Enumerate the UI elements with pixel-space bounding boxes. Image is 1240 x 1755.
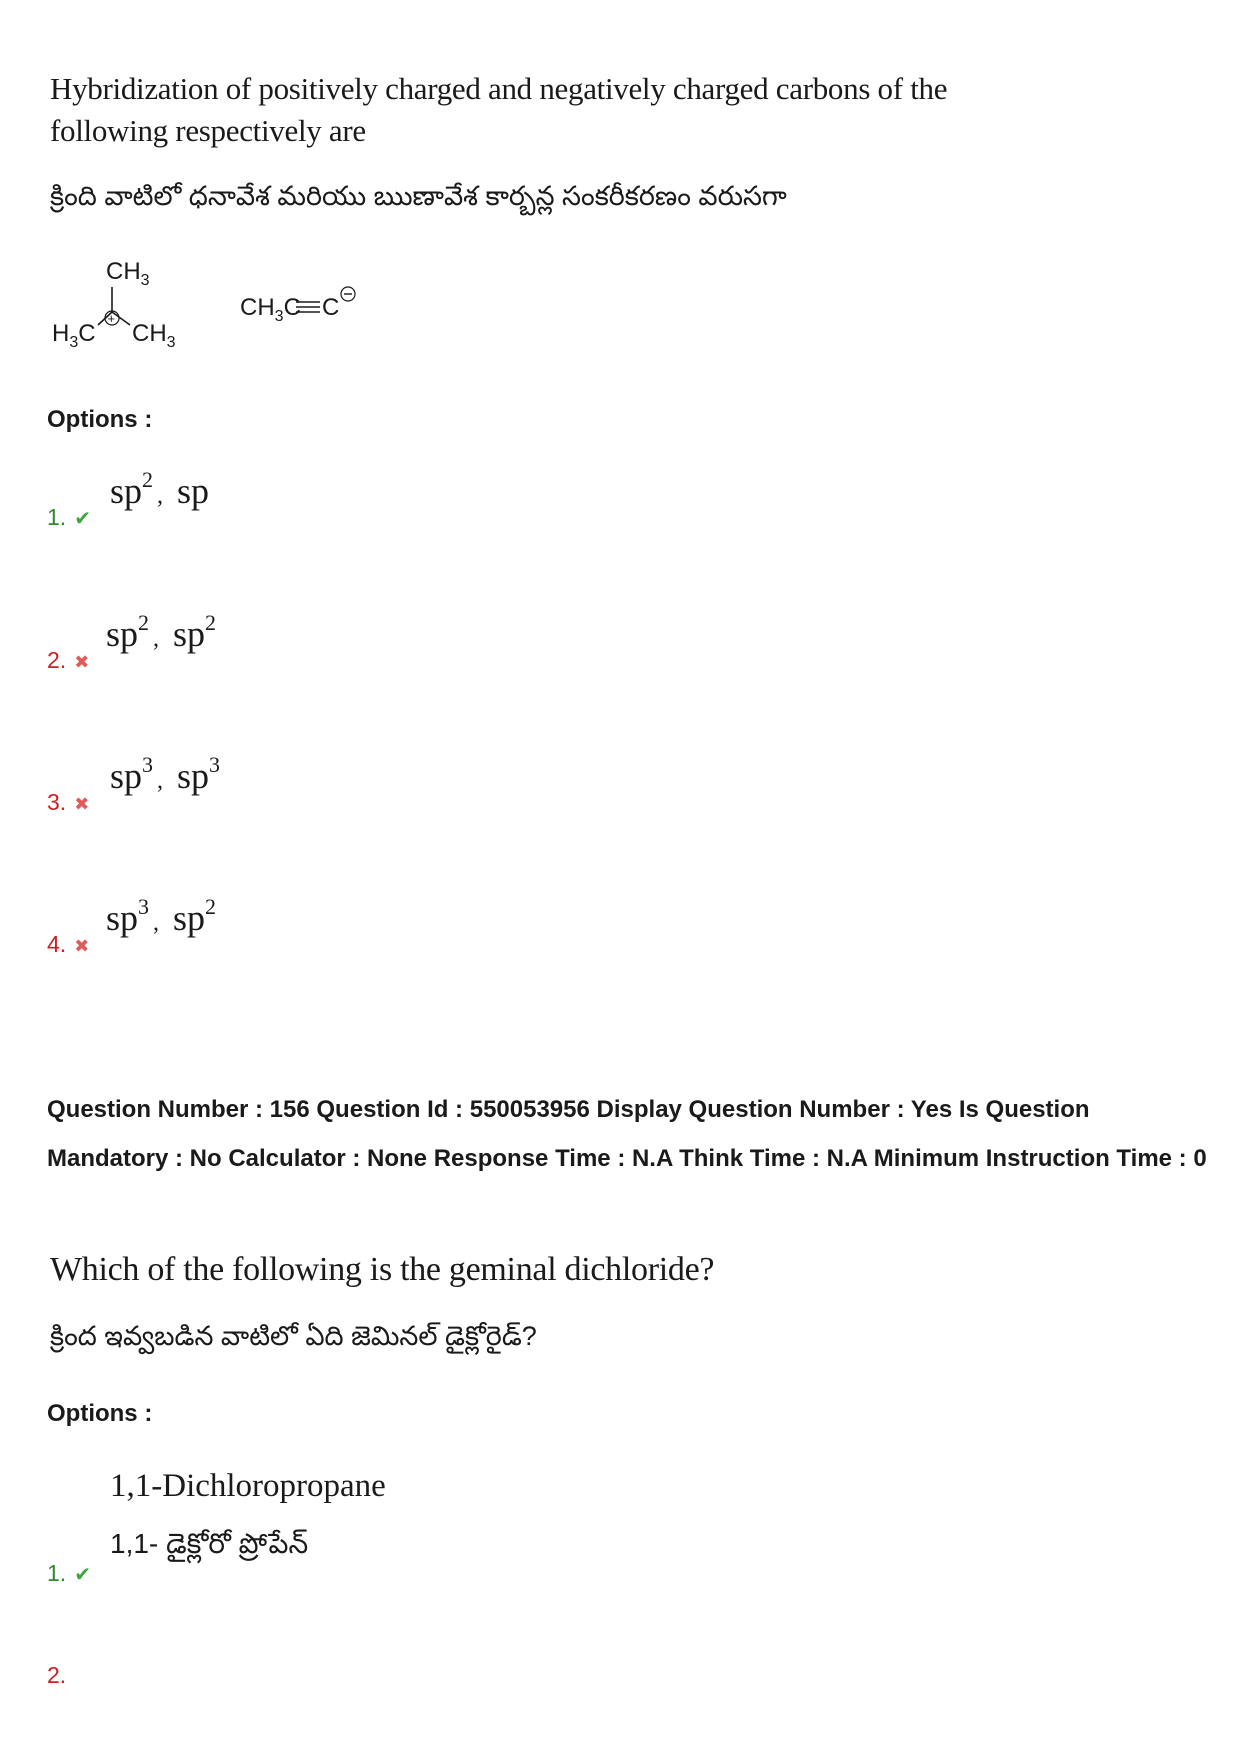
question-text-te: క్రింద ఇవ్వబడిన వాటిలో ఏది జెమినల్ డైక్లోరైడ్? [50, 1321, 537, 1351]
question-text-te: క్రింది వాటిలో ధనావేశ మరియు ఋణావేశ కార్బన్ల సంకరీకరణం వరుసగా [50, 181, 787, 211]
question-meta: Question Number : 156 Question Id : 550053956 Display Question Number : Yes Is Question Mandatory : No Calculator : None Response Time : N.A Think Time : N.A Minimum Instruction Time : 0 [47, 1096, 1207, 1172]
option-4[interactable] [47, 895, 447, 965]
struct2-formula: $CH_3C$ [240, 294, 301, 325]
option-text: $sp^2$, $sp^2$ [106, 610, 217, 654]
option-2[interactable] [47, 1662, 647, 1712]
cross-icon: ✖ [74, 794, 90, 814]
option-2[interactable] [47, 611, 447, 681]
option-text: $sp^3$, $sp^2$ [106, 894, 217, 938]
option-1[interactable] [47, 1468, 647, 1588]
struct1-left-label: $H_3C$ [52, 320, 96, 351]
struct1-right-label: $CH_3$ [132, 320, 176, 351]
option-number: 3. ✖ [47, 789, 90, 815]
option-3[interactable] [47, 753, 447, 823]
option-number: 2. ✖ [47, 647, 90, 673]
option-text: $sp^3$, $sp^3$ [110, 752, 221, 796]
option-text: $sp^2$, sp [110, 467, 210, 511]
cross-icon: ✖ [74, 936, 90, 956]
option-1[interactable] [47, 468, 447, 538]
carbanion-structure [240, 287, 355, 325]
option-number: 2. [47, 1662, 67, 1688]
question-text-en: Which of the following is the geminal dichloride? [50, 1251, 715, 1288]
question-text-en: Hybridization of positively charged and negatively charged carbons of the following respectively are [50, 71, 948, 148]
structure-diagram [50, 250, 390, 360]
svg-text:+: + [107, 311, 116, 326]
options-label: Options : [47, 1400, 153, 1427]
cross-icon: ✖ [74, 652, 90, 672]
check-icon: ✔ [74, 508, 91, 530]
option-number: 4. ✖ [47, 931, 90, 957]
option-number: 1. ✔ [47, 1560, 91, 1586]
struct1-top-label: $CH_3$ [106, 258, 150, 289]
option-text-en: 1,1-Dichloropropane [110, 1468, 386, 1504]
option-number: 1. ✔ [47, 504, 91, 530]
svg-text:C: C [322, 294, 340, 321]
option-text-te: 1,1- డైక్లోరో ప్రోపేన్ [110, 1528, 309, 1559]
check-icon: ✔ [74, 1564, 91, 1586]
carbocation-structure [52, 258, 176, 351]
options-label: Options : [47, 406, 153, 433]
